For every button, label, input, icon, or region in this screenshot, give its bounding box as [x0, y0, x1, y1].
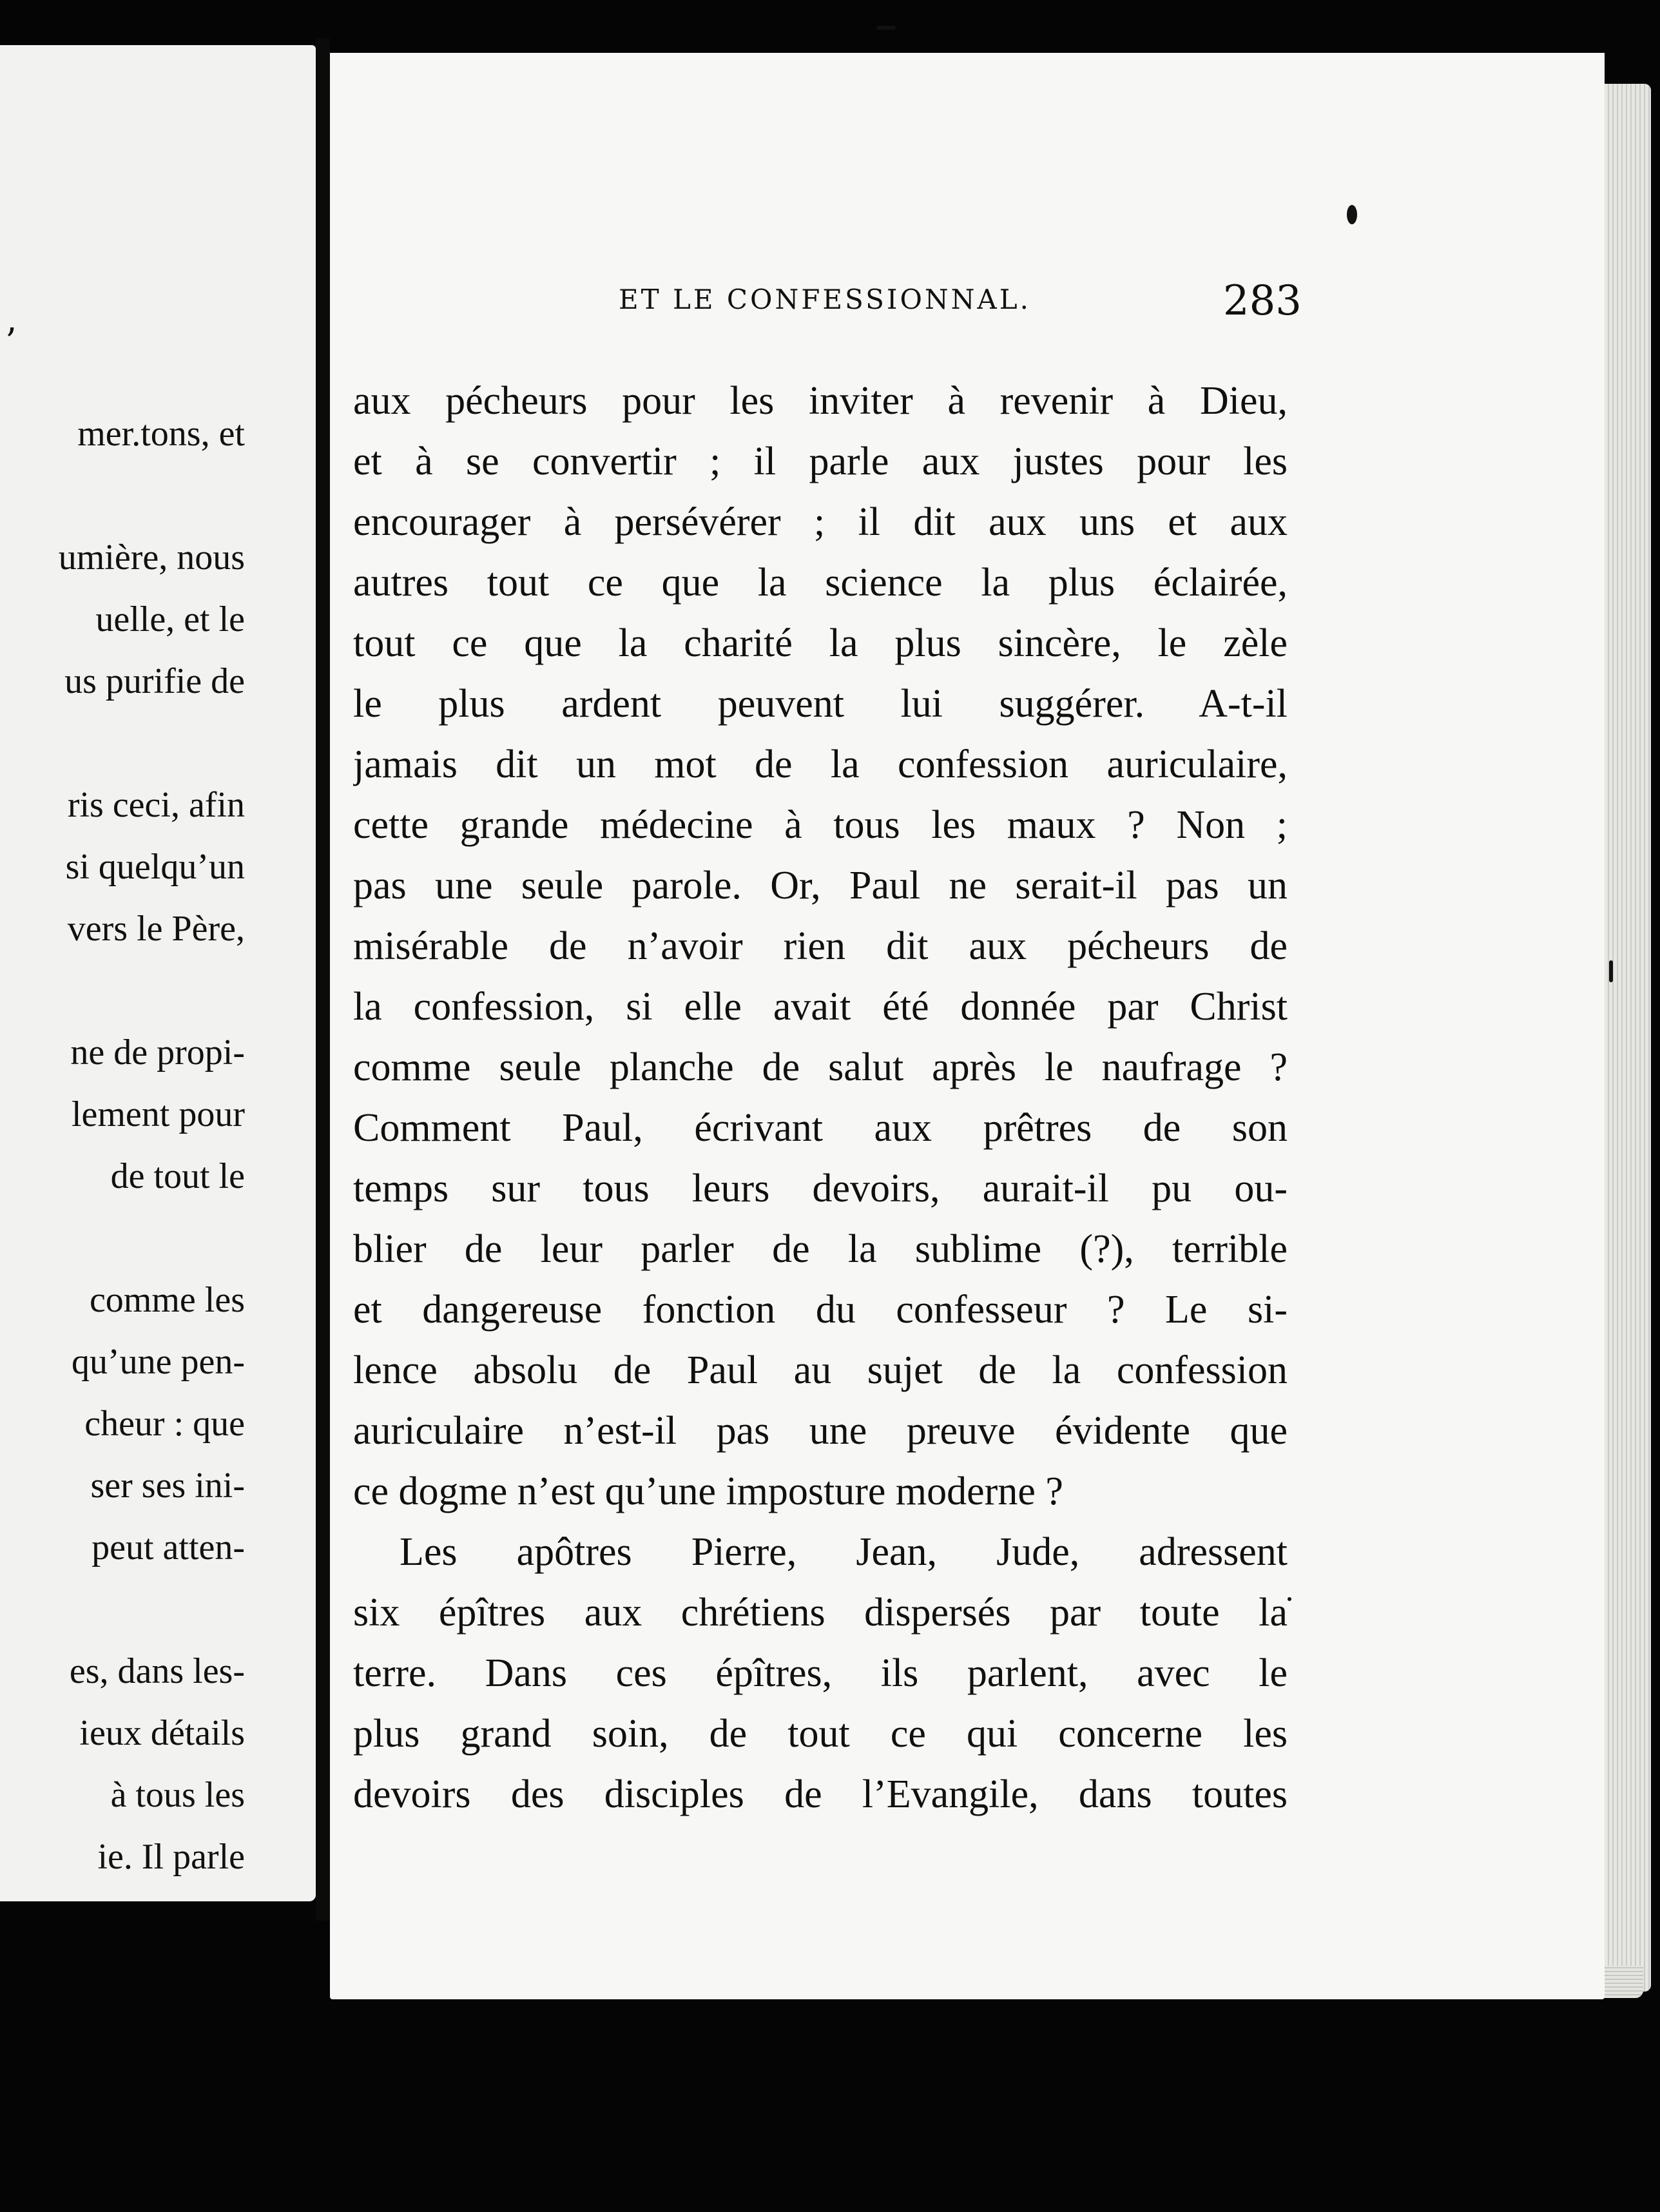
- ink-speck: [1288, 1597, 1291, 1601]
- previous-page-line: [0, 960, 245, 1022]
- ink-speck: [1609, 960, 1613, 982]
- previous-page-line: ieux détails: [79, 1713, 245, 1753]
- text-line: devoirs des disciples de l’Evangile, dans toutes: [353, 1772, 1288, 1816]
- previous-page-line: ser ses ini-: [90, 1466, 245, 1506]
- previous-page-line: comme les: [89, 1280, 245, 1320]
- text-line: jamais dit un mot de la confession auriculaire,: [353, 742, 1288, 786]
- text-line: aux pécheurs pour les inviter à revenir à Dieu,: [353, 379, 1288, 423]
- text-line: six épîtres aux chrétiens dispersés par toute la: [353, 1591, 1288, 1635]
- previous-page-line: cheur : que: [84, 1404, 245, 1444]
- previous-page-line: es, dans les-: [69, 1651, 245, 1691]
- text-line: lence absolu de Paul au sujet de la confession: [353, 1348, 1288, 1392]
- text-line: ce dogme n’est qu’une imposture moderne ?: [353, 1470, 1063, 1513]
- text-line: cette grande médecine à tous les maux ? Non ;: [353, 803, 1288, 847]
- previous-page-line: [0, 1207, 245, 1269]
- previous-page-text: [0, 403, 245, 1888]
- text-line: temps sur tous leurs devoirs, aurait-il pu ou-: [353, 1167, 1288, 1210]
- previous-page-line: [0, 712, 245, 774]
- previous-page-line: lement pour: [71, 1094, 245, 1134]
- previous-page-line: uelle, et le: [95, 599, 245, 639]
- text-line: Les apôtres Pierre, Jean, Jude, adressent: [400, 1530, 1288, 1574]
- page-number: 283: [1222, 277, 1302, 325]
- page-body-text: [353, 371, 1288, 1825]
- book-gutter: [316, 39, 330, 1921]
- previous-page-line: mer.tons, et: [77, 414, 245, 454]
- previous-page-line: ne de propi-: [70, 1033, 245, 1072]
- text-line: autres tout ce que la science la plus éclairée,: [353, 561, 1288, 605]
- text-line: comme seule planche de salut après le naufrage ?: [353, 1045, 1288, 1089]
- previous-page-line: [0, 1578, 245, 1640]
- previous-page-line: vers le Père,: [67, 909, 245, 949]
- previous-page-line: à tous les: [110, 1775, 245, 1815]
- previous-page-line: de tout le: [110, 1156, 245, 1196]
- ink-speck: [1347, 205, 1357, 224]
- text-line: et à se convertir ; il parle aux justes pour les: [353, 440, 1288, 483]
- text-line: plus grand soin, de tout ce qui concerne les: [353, 1712, 1288, 1756]
- text-line: la confession, si elle avait été donnée par Christ: [353, 985, 1288, 1029]
- text-line: et dangereuse fonction du confesseur ? Le si-: [353, 1288, 1288, 1332]
- text-line: tout ce que la charité la plus sincère, le zèle: [353, 621, 1288, 665]
- text-line: le plus ardent peuvent lui suggérer. A-t-il: [353, 682, 1288, 726]
- text-line: auriculaire n’est-il pas une preuve évidente que: [353, 1409, 1288, 1453]
- previous-page-line: us purifie de: [64, 661, 245, 701]
- previous-page-line: peut atten-: [92, 1528, 245, 1567]
- previous-page-line: umière, nous: [58, 538, 245, 577]
- ink-speck: [876, 26, 896, 30]
- text-line: misérable de n’avoir rien dit aux pécheurs de: [353, 924, 1288, 968]
- previous-page-line: qu’une pen-: [71, 1342, 245, 1382]
- page-header: [619, 277, 1302, 335]
- previous-page-mark: ’: [5, 321, 17, 363]
- previous-page-line: [0, 465, 245, 527]
- text-line: terre. Dans ces épîtres, ils parlent, avec le: [353, 1651, 1288, 1695]
- text-line: encourager à persévérer ; il dit aux uns et aux: [353, 500, 1288, 544]
- previous-page-line: ie. Il parle: [97, 1837, 245, 1877]
- text-line: pas une seule parole. Or, Paul ne serait-il pas un: [353, 864, 1288, 907]
- text-line: blier de leur parler de la sublime (?), terrible: [353, 1227, 1288, 1271]
- text-line: Comment Paul, écrivant aux prêtres de son: [353, 1106, 1288, 1150]
- previous-page: [0, 45, 316, 1901]
- running-head: ET LE CONFESSIONNAL.: [619, 284, 1031, 315]
- previous-page-line: ris ceci, afin: [67, 785, 245, 825]
- previous-page-line: si quelqu’un: [65, 847, 245, 887]
